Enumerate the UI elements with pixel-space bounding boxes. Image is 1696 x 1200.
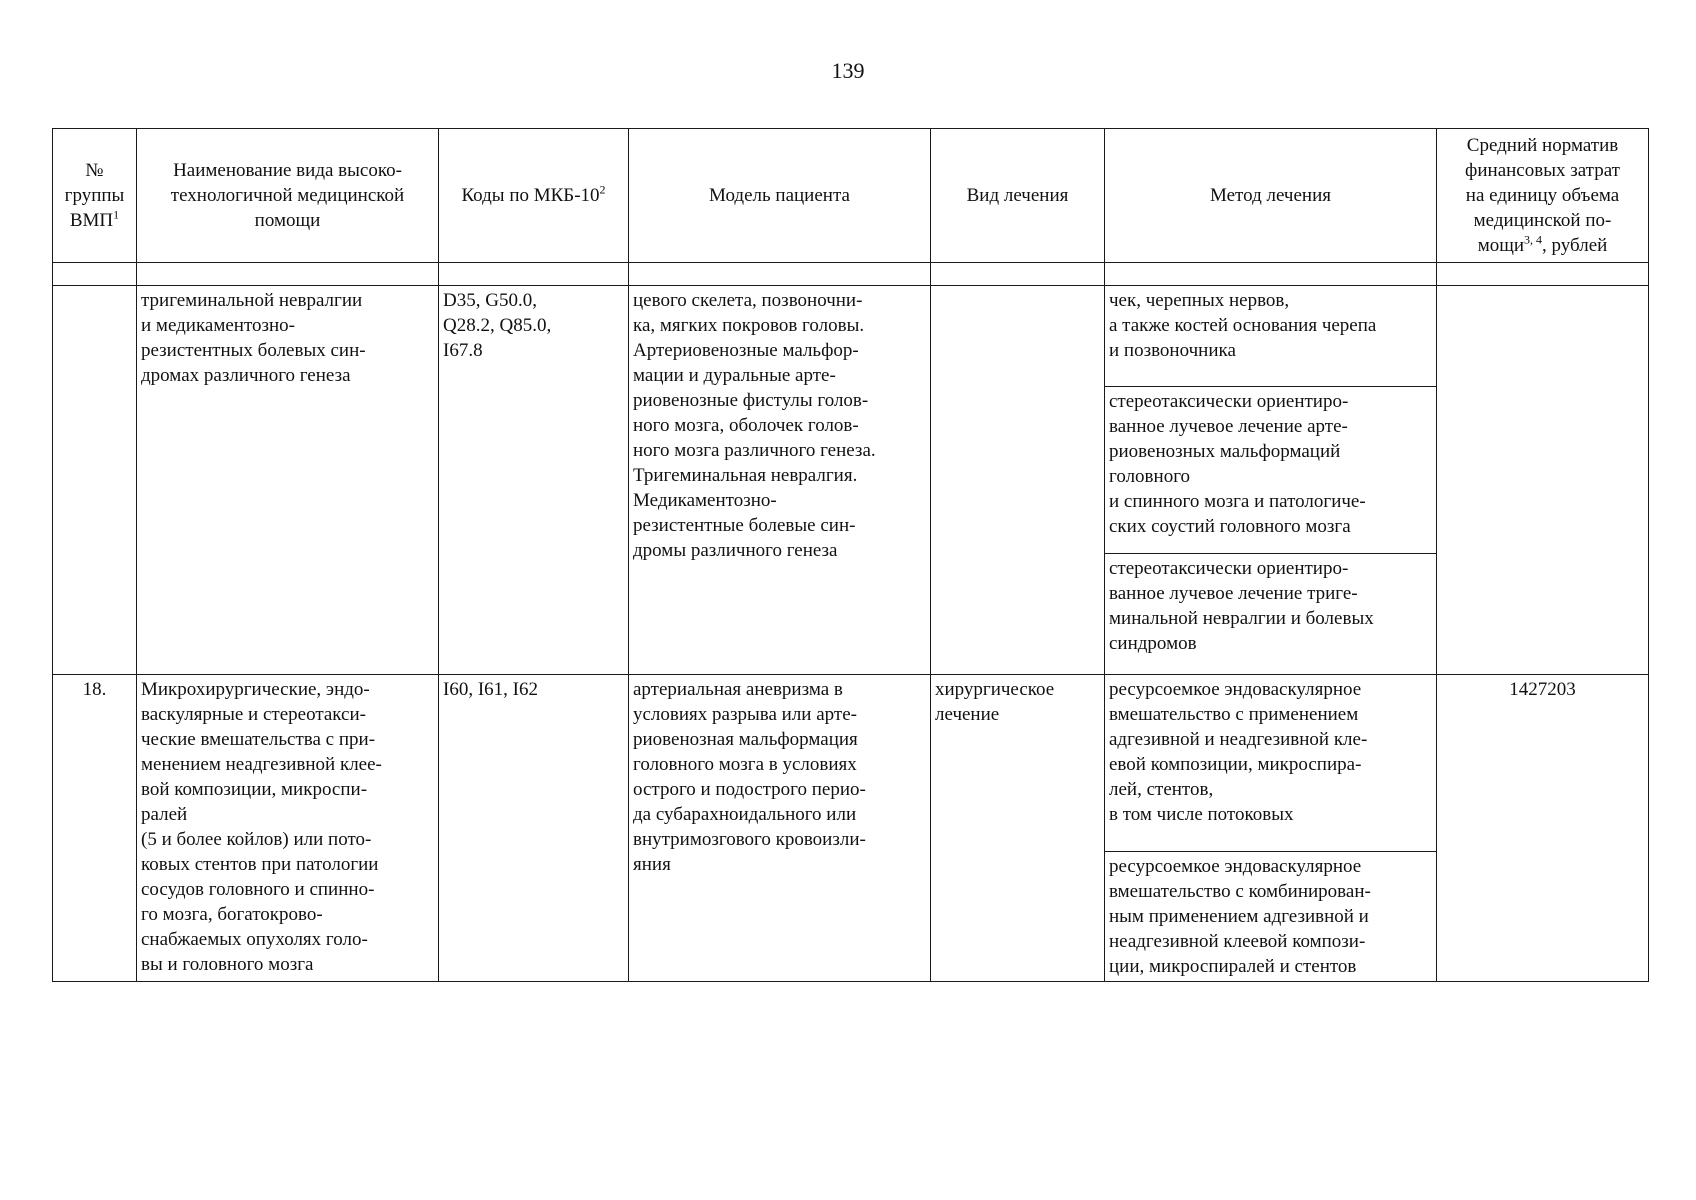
header-name: Наименование вида высоко- технологичной медицинской помощи	[137, 129, 439, 263]
header-row	[53, 129, 1649, 263]
row-number	[53, 286, 137, 675]
method-item: чек, черепных нервов, а также костей основания черепа и позвоночника	[1109, 290, 1377, 361]
row-kind: хирургическое лечение	[931, 675, 1105, 982]
row-codes: I60, I61, I62	[439, 675, 629, 982]
row-methods	[1105, 286, 1437, 675]
table-row	[53, 286, 1649, 675]
row-cost: 1427203	[1437, 675, 1649, 982]
header-model: Модель пациента	[629, 129, 931, 263]
row-methods	[1105, 675, 1437, 982]
method-item: ресурсоемкое эндоваскулярное вмешательство с комбинирован- ным применением адгезивной и неадгезивной клеевой компози- ции, микроспиралей и стентов	[1109, 856, 1371, 977]
table-row	[53, 675, 1649, 982]
header-kind: Вид лечения	[931, 129, 1105, 263]
header-cost: Средний норматив финансовых затрат на единицу объема медицинской по- мощи$^{3, 4}$, рублей	[1437, 129, 1649, 263]
method-item: стереотаксически ориентиро- ванное лучевое лечение триге- минальной невралгии и болевых синдромов	[1109, 558, 1374, 654]
row-kind	[931, 286, 1105, 675]
row-codes: D35, G50.0, Q28.2, Q85.0, I67.8	[439, 286, 629, 675]
row-model: цевого скелета, позвоночни- ка, мягких покровов головы. Артериовенозные мальфор- мации и дуральные арте- риовенозные фистулы голов- ного мозга, оболочек голов- ного мозга различного генеза. Тригеминальная невралгия. Медикаментозно- резистентные болевые син- дромы различного генеза	[629, 286, 931, 675]
row-model: артериальная аневризма в условиях разрыва или арте- риовенозная мальформация головного мозга в условиях острого и подострого перио- да субарахноидального или внутримозгового кровоизли- яния	[629, 675, 931, 982]
header-method: Метод лечения	[1105, 129, 1437, 263]
row-number: 18.	[53, 675, 137, 982]
header-group-no: № группы ВМП$^1$	[53, 129, 137, 263]
row-cost	[1437, 286, 1649, 675]
row-name: тригеминальной невралгии и медикаментозно- резистентных болевых син- дромах различного генеза	[137, 286, 439, 675]
header-codes: Коды по МКБ-$10^2$	[439, 129, 629, 263]
method-item: стереотаксически ориентиро- ванное лучевое лечение арте- риовенозных мальформаций головного и спинного мозга и патологиче- ских соустий головного мозга	[1109, 391, 1366, 537]
spacer-row	[53, 263, 1649, 286]
page-number: 139	[831, 58, 865, 83]
vmp-table	[52, 128, 1649, 982]
method-item: ресурсоемкое эндоваскулярное вмешательство с применением адгезивной и неадгезивной кле- евой композиции, микроспира- лей, стентов, в том числе потоковых	[1109, 679, 1368, 825]
row-name: Микрохирургические, эндо- васкулярные и стереотакси- ческие вмешательства с при- менением неадгезивной клее- вой композиции, микроспи- ралей (5 и более койлов) или пото- ковых стентов при патологии сосудов головного и спинно- го мозга, богатокрово- снабжаемых опухолях голо- вы и головного мозга	[137, 675, 439, 982]
